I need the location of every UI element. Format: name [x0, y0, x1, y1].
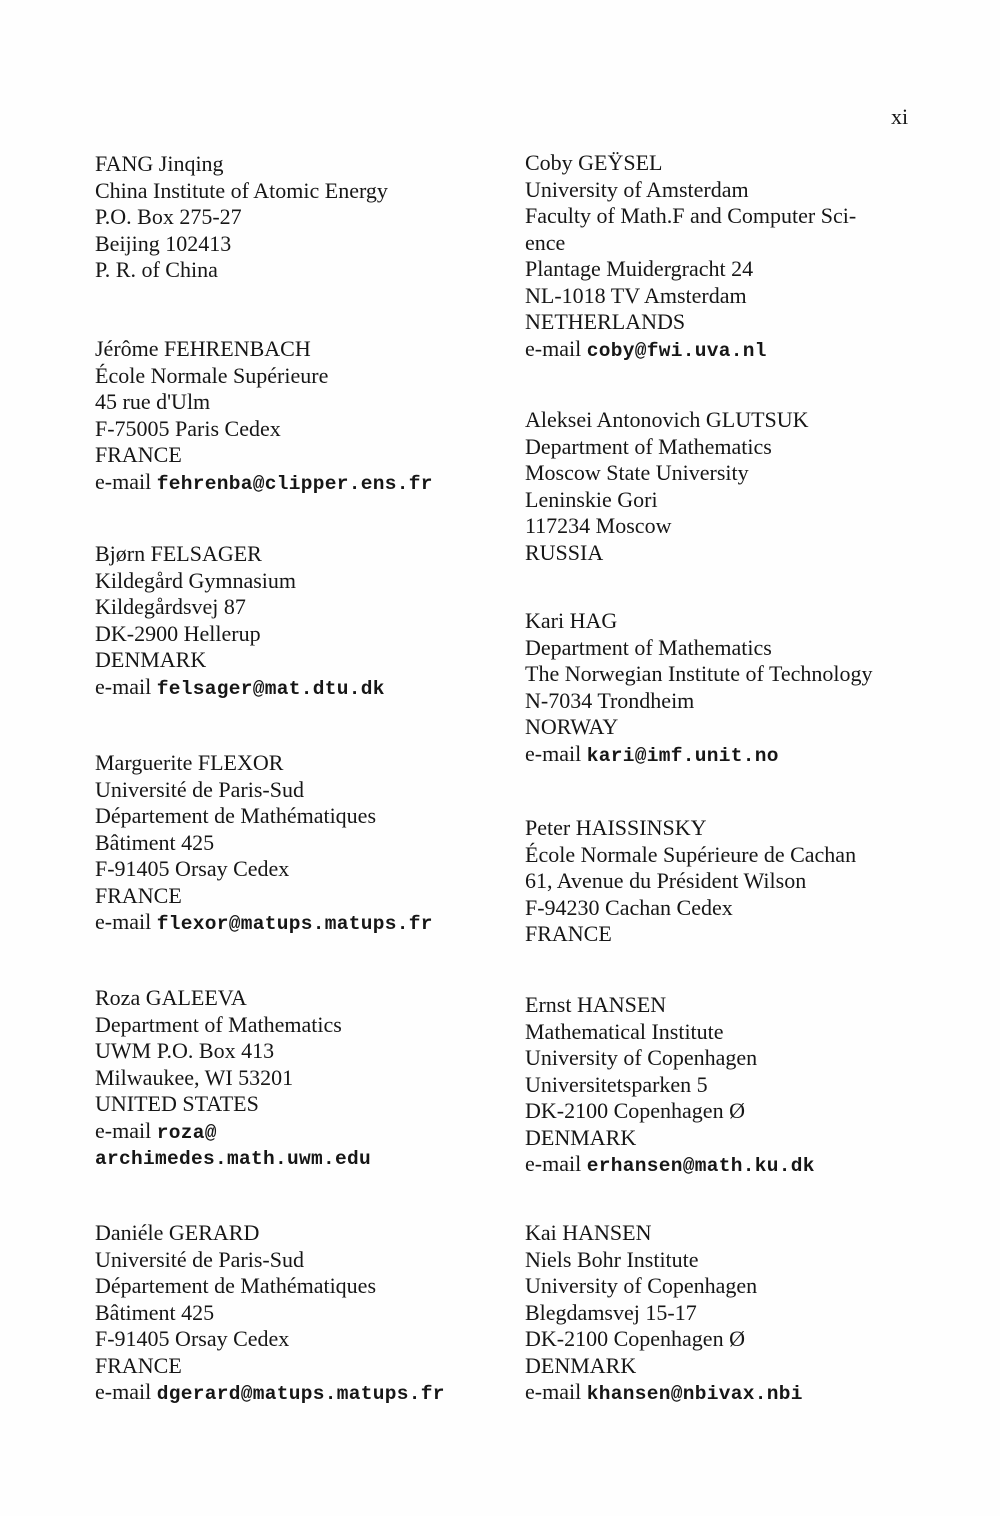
- address-line: Universitetsparken 5: [525, 1071, 708, 1097]
- address-line: NL-1018 TV Amsterdam: [525, 282, 747, 308]
- address-line: UNITED STATES: [95, 1091, 259, 1116]
- email-line: [95, 909, 433, 938]
- address-line: DK-2900 Hellerup: [95, 620, 261, 646]
- address-line: P.O. Box 275-27: [95, 204, 242, 229]
- address-line: UWM P.O. Box 413: [95, 1038, 275, 1063]
- address-line: École Normale Supérieure de Cachan: [525, 841, 857, 867]
- person-name: Coby GEŸSEL: [525, 150, 663, 175]
- email-address: kari@imf.unit.no: [586, 744, 779, 767]
- directory-entry: [95, 985, 371, 1173]
- address-line: F-94230 Cachan Cedex: [525, 894, 733, 920]
- email-line: [95, 674, 385, 703]
- directory-entry: [525, 1220, 803, 1408]
- directory-entry: [525, 608, 873, 769]
- address-line: DENMARK: [95, 647, 207, 672]
- email-line: [95, 1379, 445, 1408]
- email-line: [95, 1118, 371, 1147]
- address-line: DENMARK: [525, 1124, 637, 1150]
- address-line: Moscow State University: [525, 460, 749, 485]
- address-line: Kildegårdsvej 87: [95, 594, 246, 619]
- address-line: F-91405 Orsay Cedex: [95, 856, 290, 881]
- person-name: Kai HANSEN: [525, 1220, 652, 1245]
- address-line: Blegdamsvej 15-17: [525, 1299, 697, 1325]
- address-line: The Norwegian Institute of Technology: [525, 661, 873, 686]
- email-label: e-mail: [95, 1379, 152, 1404]
- email-label: e-mail: [95, 468, 152, 494]
- directory-entry: [525, 150, 856, 364]
- address-line: Department of Mathematics: [525, 433, 772, 459]
- email-line: [525, 741, 873, 770]
- directory-entry: [525, 815, 856, 948]
- address-line: FRANCE: [95, 882, 182, 908]
- email-label: e-mail: [95, 909, 152, 934]
- address-line: F-91405 Orsay Cedex: [95, 1326, 290, 1351]
- address-line: Kildegård Gymnasium: [95, 567, 297, 593]
- address-line: Niels Bohr Institute: [525, 1246, 699, 1272]
- person-name: Peter HAISSINSKY: [525, 815, 707, 840]
- address-line: Bâtiment 425: [95, 829, 215, 855]
- person-name: FANG Jinqing: [95, 151, 224, 176]
- address-line: P. R. of China: [95, 257, 218, 282]
- address-line: Beijing 102413: [95, 230, 232, 256]
- person-name: Jérôme FEHRENBACH: [95, 336, 311, 361]
- person-name: Bjørn FELSAGER: [95, 541, 262, 566]
- address-line: Université de Paris-Sud: [95, 776, 304, 802]
- email-line: [525, 1151, 815, 1180]
- email-line: [525, 336, 856, 365]
- address-line: University of Copenhagen: [525, 1273, 758, 1298]
- address-line: FRANCE: [95, 1352, 182, 1378]
- person-name: Daniéle GERARD: [95, 1220, 260, 1245]
- address-line: RUSSIA: [525, 539, 604, 565]
- email-address-continued: archimedes.math.uwm.edu: [95, 1148, 372, 1170]
- address-line: University of Copenhagen: [525, 1045, 758, 1070]
- address-line: Department of Mathematics: [95, 1011, 342, 1037]
- address-line: NETHERLANDS: [525, 309, 686, 334]
- address-line: Milwaukee, WI 53201: [95, 1064, 294, 1090]
- address-line: 61, Avenue du Président Wilson: [525, 868, 807, 893]
- address-line: FRANCE: [95, 442, 182, 467]
- email-label: e-mail: [95, 1117, 152, 1143]
- address-line: NORWAY: [525, 714, 619, 739]
- address-line: Plantage Muidergracht 24: [525, 256, 754, 281]
- email-address: khansen@nbivax.nbi: [586, 1383, 803, 1405]
- address-line: Leninskie Gori: [525, 486, 658, 512]
- directory-entry: [95, 336, 433, 497]
- address-line: Mathematical Institute: [525, 1018, 724, 1044]
- address-line: F-75005 Paris Cedex: [95, 415, 281, 441]
- person-name: Roza GALEEVA: [95, 985, 247, 1010]
- address-line: DENMARK: [525, 1352, 637, 1378]
- directory-entry: [95, 750, 433, 938]
- email-label: e-mail: [525, 740, 582, 766]
- person-name: Marguerite FLEXOR: [95, 750, 284, 775]
- address-line: FRANCE: [525, 921, 612, 946]
- email-line: [525, 1379, 803, 1408]
- directory-entry: [525, 407, 809, 566]
- address-line: N-7034 Trondheim: [525, 687, 695, 713]
- address-line: Faculty of Math.F and Computer Sci-: [525, 203, 857, 228]
- address-line: DK-2100 Copenhagen Ø: [525, 1326, 745, 1351]
- email-label: e-mail: [95, 673, 152, 699]
- email-address: felsager@mat.dtu.dk: [156, 677, 385, 700]
- directory-entry: [95, 151, 388, 284]
- directory-entry: [95, 1220, 445, 1408]
- address-line: ence: [525, 229, 566, 255]
- address-line: Université de Paris-Sud: [95, 1246, 304, 1272]
- directory-entry: [525, 992, 815, 1180]
- address-line: China Institute of Atomic Energy: [95, 177, 388, 203]
- email-address: erhansen@math.ku.dk: [586, 1155, 815, 1177]
- address-line: University of Amsterdam: [525, 176, 749, 202]
- address-line: Département de Mathématiques: [95, 803, 377, 828]
- address-line: Bâtiment 425: [95, 1299, 215, 1325]
- email-address: dgerard@matups.matups.fr: [156, 1383, 445, 1405]
- address-line: 117234 Moscow: [525, 513, 672, 538]
- person-name: Aleksei Antonovich GLUTSUK: [525, 407, 809, 432]
- email-label: e-mail: [525, 1379, 582, 1404]
- address-line: Department of Mathematics: [525, 634, 772, 660]
- email-label: e-mail: [525, 335, 582, 361]
- person-name: Ernst HANSEN: [525, 992, 667, 1017]
- email-address: roza@: [156, 1121, 217, 1144]
- email-line: [95, 469, 433, 498]
- address-line: Département de Mathématiques: [95, 1273, 377, 1298]
- email-label: e-mail: [525, 1151, 582, 1176]
- page-number: xi: [891, 104, 909, 129]
- email-address: coby@fwi.uva.nl: [586, 339, 767, 362]
- directory-entry: [95, 541, 385, 702]
- address-line: DK-2100 Copenhagen Ø: [525, 1098, 745, 1123]
- address-line: 45 rue d'Ulm: [95, 389, 211, 414]
- email-address: fehrenba@clipper.ens.fr: [156, 472, 433, 495]
- address-line: École Normale Supérieure: [95, 362, 329, 388]
- person-name: Kari HAG: [525, 608, 618, 633]
- email-address: flexor@matups.matups.fr: [156, 913, 433, 935]
